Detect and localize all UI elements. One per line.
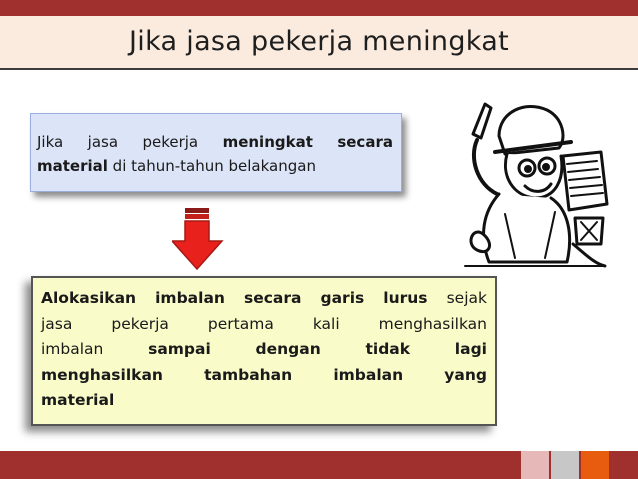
- instruction-line-2: [41, 312, 487, 338]
- instruction-word-bold: material: [41, 391, 115, 409]
- slide-title: Jika jasa pekerja meningkat: [129, 26, 509, 57]
- statement-box: [30, 113, 402, 192]
- instruction-line-1: [41, 286, 487, 312]
- instruction-word: jasa: [41, 314, 73, 333]
- instruction-word-bold: tambahan: [204, 365, 293, 384]
- down-arrow-icon: [172, 205, 230, 273]
- instruction-word: imbalan: [41, 340, 104, 358]
- statement-word-bold: material: [37, 157, 108, 175]
- instruction-word: pertama: [207, 314, 274, 333]
- worker-clipart: [455, 94, 613, 272]
- footer-square-gray: [551, 451, 579, 479]
- statement-line-1: [37, 130, 393, 154]
- statement-word: Jika: [37, 133, 64, 151]
- statement-text: di tahun-tahun belakangan: [107, 157, 316, 175]
- top-accent-bar: [0, 0, 638, 16]
- instruction-line-4: [41, 363, 487, 389]
- statement-word-bold: secara: [337, 133, 393, 151]
- instruction-word: menghasilkan: [378, 314, 487, 333]
- instruction-line-3: [41, 337, 487, 363]
- instruction-word-bold: tidak: [365, 340, 411, 358]
- instruction-word-bold: dengan: [255, 340, 321, 358]
- instruction-word-bold: menghasilkan: [41, 365, 163, 384]
- instruction-word-bold: secara: [243, 289, 302, 307]
- footer-square-orange: [581, 451, 609, 479]
- statement-word: pekerja: [142, 133, 199, 151]
- instruction-word-bold: sampai: [148, 340, 211, 358]
- instruction-word-bold: imbalan: [333, 365, 404, 384]
- instruction-word-bold: lurus: [383, 289, 428, 307]
- instruction-word: sejak: [446, 289, 487, 307]
- instruction-word-bold: garis: [320, 289, 365, 307]
- instruction-box: [31, 276, 497, 426]
- instruction-word-bold: imbalan: [155, 289, 225, 307]
- title-band: [0, 16, 638, 70]
- instruction-word: pekerja: [111, 314, 169, 333]
- footer-square-pink: [521, 451, 549, 479]
- statement-word-bold: meningkat: [222, 133, 313, 151]
- instruction-line-5: [41, 388, 487, 414]
- instruction-word-bold: yang: [444, 365, 487, 384]
- instruction-word: kali: [312, 314, 340, 333]
- instruction-word-bold: Alokasikan: [41, 289, 137, 307]
- instruction-word-bold: lagi: [454, 340, 487, 358]
- statement-line-2: [37, 154, 393, 178]
- statement-word: jasa: [87, 133, 119, 151]
